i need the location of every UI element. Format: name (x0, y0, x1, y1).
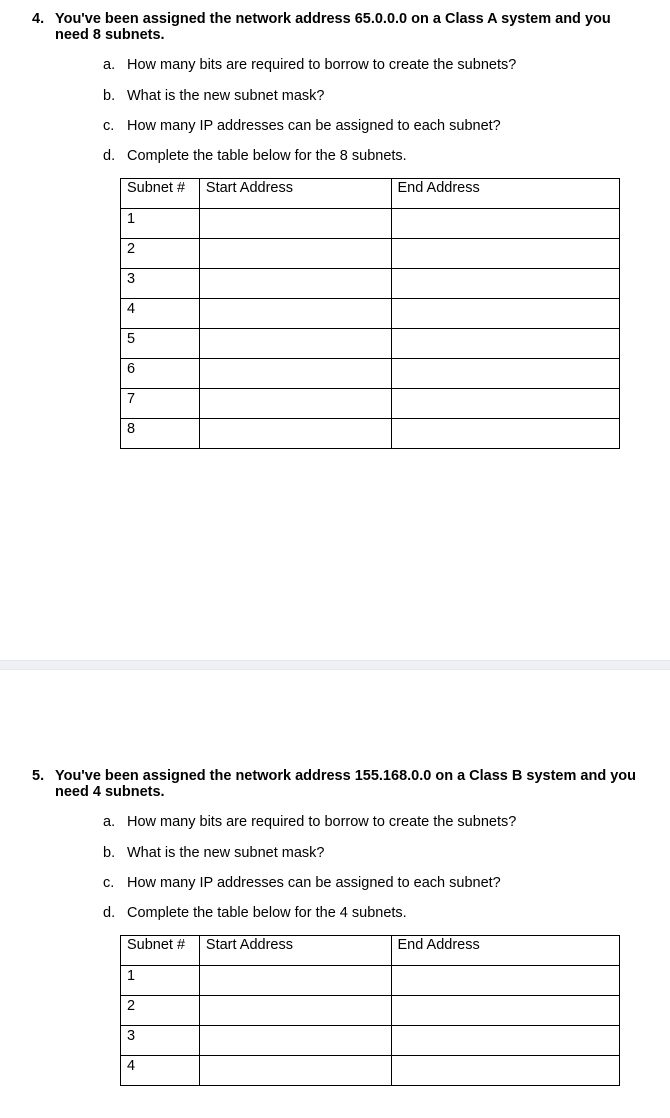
end-address-cell[interactable] (391, 389, 620, 419)
table-row (121, 389, 620, 419)
subquestion-text: Complete the table below for the 4 subnets. (127, 905, 407, 921)
start-address-cell[interactable] (199, 389, 391, 419)
subquestion-letter: b. (103, 88, 116, 104)
question-text: You've been assigned the network address 155.168.0.0 on a Class B system and you need 4 subnets. (55, 768, 636, 800)
table-row (121, 419, 620, 449)
question-5 (32, 768, 642, 800)
start-address-cell[interactable] (199, 209, 391, 239)
subquestion-c (103, 875, 501, 891)
subnet-table-q5 (120, 935, 620, 1086)
start-address-cell[interactable] (199, 359, 391, 389)
start-address-cell[interactable] (199, 269, 391, 299)
subquestion-text: What is the new subnet mask? (127, 845, 325, 861)
table-header-row (121, 936, 620, 966)
subquestion-c (103, 118, 501, 134)
header-end-address: End Address (391, 179, 620, 209)
subquestion-text: How many IP addresses can be assigned to each subnet? (127, 118, 501, 134)
start-address-cell[interactable] (199, 239, 391, 269)
question-number: 4. (32, 11, 45, 27)
start-address-cell[interactable] (199, 419, 391, 449)
subquestion-letter: d. (103, 905, 116, 921)
subquestion-text: What is the new subnet mask? (127, 88, 325, 104)
end-address-cell[interactable] (391, 1026, 620, 1056)
subnet-number-cell: 4 (121, 299, 200, 329)
start-address-cell[interactable] (199, 996, 391, 1026)
end-address-cell[interactable] (391, 209, 620, 239)
end-address-cell[interactable] (391, 329, 620, 359)
subnet-number-cell: 5 (121, 329, 200, 359)
subquestion-text: Complete the table below for the 8 subnets. (127, 148, 407, 164)
header-subnet-number: Subnet # (121, 936, 200, 966)
subquestion-letter: c. (103, 875, 115, 891)
table-row (121, 966, 620, 996)
end-address-cell[interactable] (391, 239, 620, 269)
end-address-cell[interactable] (391, 996, 620, 1026)
start-address-cell[interactable] (199, 299, 391, 329)
table-row (121, 269, 620, 299)
table-row (121, 209, 620, 239)
subnet-number-cell: 8 (121, 419, 200, 449)
subnet-number-cell: 6 (121, 359, 200, 389)
subnet-number-cell: 3 (121, 269, 200, 299)
subquestion-b (103, 88, 324, 104)
table-row (121, 329, 620, 359)
table-row (121, 239, 620, 269)
end-address-cell[interactable] (391, 1056, 620, 1086)
start-address-cell[interactable] (199, 1026, 391, 1056)
end-address-cell[interactable] (391, 966, 620, 996)
end-address-cell[interactable] (391, 299, 620, 329)
table-row (121, 1026, 620, 1056)
end-address-cell[interactable] (391, 269, 620, 299)
end-address-cell[interactable] (391, 359, 620, 389)
header-start-address: Start Address (199, 936, 391, 966)
table-row (121, 1056, 620, 1086)
header-start-address: Start Address (199, 179, 391, 209)
subquestion-letter: a. (103, 57, 116, 73)
header-end-address: End Address (391, 936, 620, 966)
question-text: You've been assigned the network address 65.0.0.0 on a Class A system and you need 8 subnets. (55, 11, 611, 43)
table-row (121, 996, 620, 1026)
subnet-number-cell: 1 (121, 209, 200, 239)
question-4 (32, 11, 642, 43)
table-header-row (121, 179, 620, 209)
subnet-number-cell: 7 (121, 389, 200, 419)
subquestion-letter: a. (103, 814, 116, 830)
page-separator (0, 660, 670, 670)
subnet-number-cell: 2 (121, 996, 200, 1026)
subnet-number-cell: 3 (121, 1026, 200, 1056)
question-number: 5. (32, 768, 45, 784)
subnet-number-cell: 2 (121, 239, 200, 269)
start-address-cell[interactable] (199, 1056, 391, 1086)
subquestion-letter: c. (103, 118, 115, 134)
end-address-cell[interactable] (391, 419, 620, 449)
start-address-cell[interactable] (199, 329, 391, 359)
subquestion-letter: b. (103, 845, 116, 861)
table-row (121, 359, 620, 389)
subquestion-text: How many bits are required to borrow to create the subnets? (127, 814, 517, 830)
subquestion-text: How many bits are required to borrow to create the subnets? (127, 57, 517, 73)
subnet-table-q4 (120, 178, 620, 449)
subquestion-text: How many IP addresses can be assigned to each subnet? (127, 875, 501, 891)
table-row (121, 299, 620, 329)
subquestion-a (103, 814, 516, 830)
page-2 (0, 670, 670, 1118)
start-address-cell[interactable] (199, 966, 391, 996)
subnet-number-cell: 1 (121, 966, 200, 996)
subquestion-letter: d. (103, 148, 116, 164)
header-subnet-number: Subnet # (121, 179, 200, 209)
subquestion-b (103, 845, 324, 861)
subquestion-d (103, 905, 407, 921)
subnet-number-cell: 4 (121, 1056, 200, 1086)
subquestion-a (103, 57, 516, 73)
subquestion-d (103, 148, 407, 164)
